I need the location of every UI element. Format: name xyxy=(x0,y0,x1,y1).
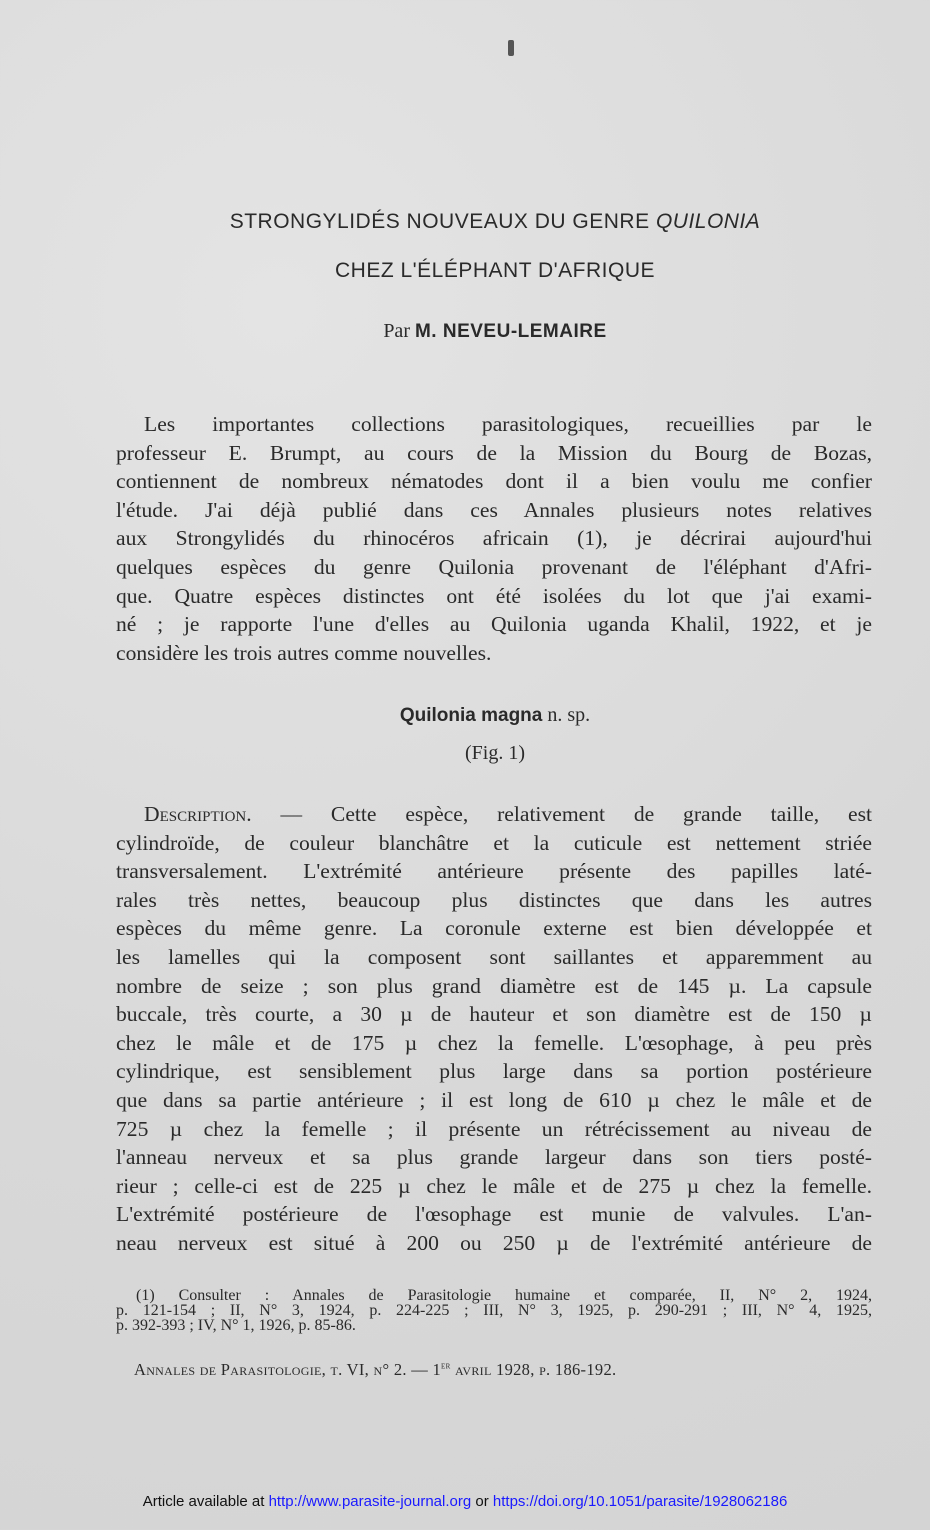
text-line: les lamelles qui la composent sont saillantes et apparemment au xyxy=(116,944,872,969)
footnote xyxy=(116,1288,872,1333)
intro-paragraph xyxy=(116,410,872,667)
journal-link[interactable]: http://www.parasite-journal.org xyxy=(268,1493,472,1510)
text-line: l'anneau nerveux et sa plus grande largeur dans son tiers posté- xyxy=(116,1145,872,1170)
text-line: né ; je rapporte l'une d'elles au Quilonia uganda Khalil, 1922, et je xyxy=(116,612,872,637)
availability-middle: or xyxy=(471,1493,493,1510)
text-line: professeur E. Brumpt, au cours de la Mission du Bourg de Bozas, xyxy=(116,440,872,465)
byline-prefix: Par xyxy=(383,320,410,342)
text-line: chez le mâle et de 175 µ chez la femelle. L'œsophage, à peu près xyxy=(116,1030,872,1055)
text-line: espèces du même genre. La coronule externe est bien développée et xyxy=(116,916,872,941)
text-line: transversalement. L'extrémité antérieure présente des papilles laté- xyxy=(116,859,872,884)
description-label: Description. xyxy=(144,802,252,826)
text-line: quelques espèces du genre Quilonia provenant de l'éléphant d'Afri- xyxy=(116,554,872,579)
byline xyxy=(0,320,930,343)
text-line: contiennent de nombreux nématodes dont il a bien voulu me confier xyxy=(116,469,872,494)
title-prefix: STRONGYLIDÉS NOUVEAUX DU GENRE xyxy=(229,210,650,233)
scan-mark xyxy=(508,40,514,56)
citation-suffix: avril 1928, p. 186-192. xyxy=(450,1360,617,1379)
availability-prefix: Article available at xyxy=(142,1493,269,1510)
text-line: L'extrémité postérieure de l'œsophage est munie de valvules. L'an- xyxy=(116,1202,872,1227)
text-fragment: — Cette espèce, relativement de grande taille, est xyxy=(280,802,872,826)
species-name: Quilonia magna xyxy=(399,705,543,726)
doi-link[interactable]: https://doi.org/10.1051/parasite/1928062186 xyxy=(492,1493,788,1510)
article-title-line1 xyxy=(0,210,930,234)
text-line: que. Quatre espèces distinctes ont été isolées du lot que j'ai exami- xyxy=(116,583,872,608)
footnote-line: p. 121-154 ; II, N° 3, 1924, p. 224-225 ; III, N° 3, 1925, p. 290-291 ; III, N° 4, 1925, xyxy=(116,1302,872,1319)
journal-citation xyxy=(134,1360,616,1380)
text-line: 725 µ chez la femelle ; il présente un rétrécissement au niveau de xyxy=(116,1116,872,1141)
species-suffix: n. sp. xyxy=(547,704,591,726)
text-line: buccale, très courte, a 30 µ de hauteur et son diamètre est de 150 µ xyxy=(116,1002,872,1027)
figure-reference: (Fig. 1) xyxy=(465,742,525,764)
text-line: cylindrique, est sensiblement plus large dans sa portion postérieure xyxy=(116,1059,872,1084)
text-line xyxy=(116,800,872,829)
description-paragraph xyxy=(116,800,872,1258)
footnote-line: (1) Consulter : Annales de Parasitologie humaine et comparée, II, N° 2, 1924, xyxy=(136,1287,872,1304)
section-heading xyxy=(0,704,930,727)
text-line: Les importantes collections parasitologiques, recueillies par le xyxy=(144,412,872,436)
text-line: que dans sa partie antérieure ; il est long de 610 µ chez le mâle et de xyxy=(116,1087,872,1112)
citation-prefix: Annales de Parasitologie, t. VI, n° 2. — 1 xyxy=(134,1360,442,1379)
footnote-line: p. 392-393 ; IV, N° 1, 1926, p. 85-86. xyxy=(116,1317,356,1334)
text-line: neau nerveux est situé à 200 ou 250 µ de l'extrémité antérieure de xyxy=(116,1230,872,1255)
text-line: rales très nettes, beaucoup plus distinctes que dans les autres xyxy=(116,887,872,912)
citation-sup: er xyxy=(441,1360,451,1372)
text-line: cylindroïde, de couleur blanchâtre et la cuticule est nettement striée xyxy=(116,830,872,855)
author-name: M. NEVEU-LEMAIRE xyxy=(414,321,607,342)
text-line: l'étude. J'ai déjà publié dans ces Annales plusieurs notes relatives xyxy=(116,497,872,522)
article-title-line2: CHEZ L'ÉLÉPHANT D'AFRIQUE xyxy=(334,259,656,282)
title-genus: QUILONIA xyxy=(655,210,761,233)
availability-banner xyxy=(0,1493,930,1510)
text-line: aux Strongylidés du rhinocéros africain (1), je décrirai aujourd'hui xyxy=(116,526,872,551)
text-line: rieur ; celle-ci est de 225 µ chez le mâle et de 275 µ chez la femelle. xyxy=(116,1173,872,1198)
text-line: nombre de seize ; son plus grand diamètre est de 145 µ. La capsule xyxy=(116,973,872,998)
text-line: considère les trois autres comme nouvelles. xyxy=(116,640,492,665)
